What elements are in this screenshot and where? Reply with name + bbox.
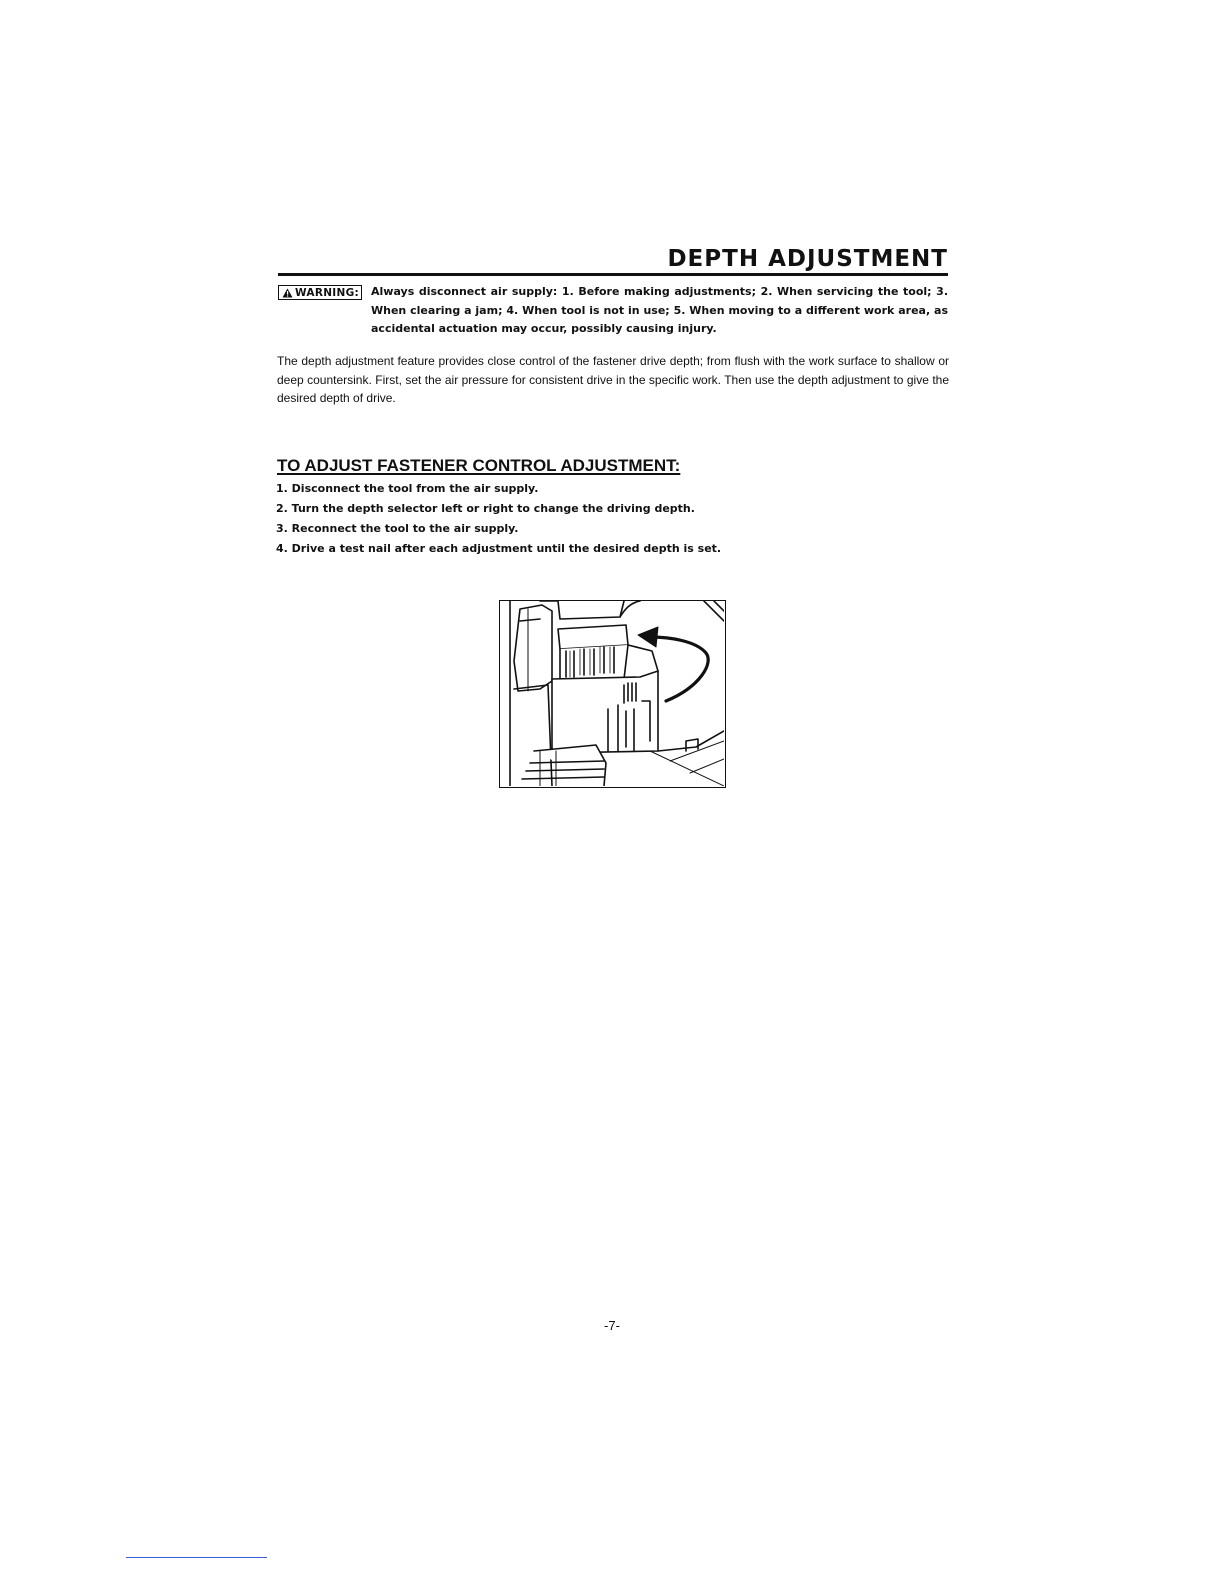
footnote-rule xyxy=(126,1557,267,1558)
nailer-depth-selector-drawing xyxy=(500,601,724,786)
procedure-step: 1. Disconnect the tool from the air supply. xyxy=(276,482,539,495)
page-number: -7- xyxy=(604,1318,620,1333)
intro-paragraph: The depth adjustment feature provides close control of the fastener drive depth; from flush with the work surface to shallow or deep countersink. First, set the air pressure for consistent drive in the specific work. Then use the depth adjustment to give the desired depth of drive. xyxy=(277,354,949,405)
title-rule xyxy=(278,273,948,276)
procedure-step: 2. Turn the depth selector left or right to change the driving depth. xyxy=(276,502,695,515)
procedure-step: 3. Reconnect the tool to the air supply. xyxy=(276,522,519,535)
depth-selector-illustration xyxy=(499,600,726,788)
section-title: DEPTH ADJUSTMENT xyxy=(667,246,948,272)
procedure-heading: TO ADJUST FASTENER CONTROL ADJUSTMENT: xyxy=(277,456,681,475)
warning-text: Always disconnect air supply: 1. Before making adjustments; 2. When servicing the tool; 3. When clearing a jam; 4. When tool is not in use; 5. When moving to a different work area, as accidental actuation may occur, possibly causing injury. xyxy=(371,285,948,335)
warning-badge xyxy=(278,285,362,300)
warning-badge-label: WARNING: xyxy=(295,286,360,299)
warning-triangle-icon xyxy=(282,288,293,298)
procedure-step: 4. Drive a test nail after each adjustment until the desired depth is set. xyxy=(276,542,722,555)
procedure-steps xyxy=(276,479,956,559)
